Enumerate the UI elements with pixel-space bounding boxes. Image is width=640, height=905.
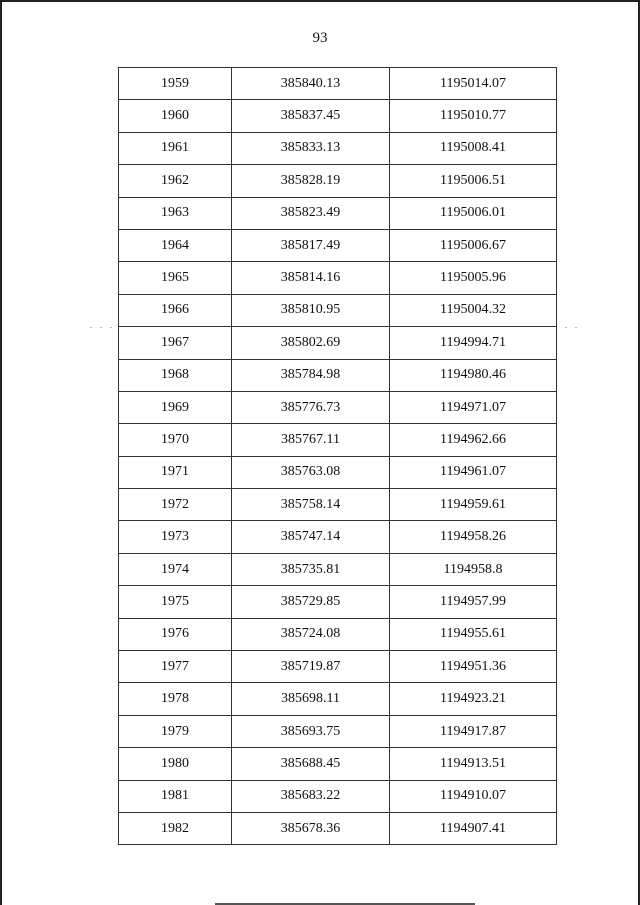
y-coordinate-cell: 1195014.07 bbox=[390, 68, 557, 100]
y-coordinate-cell: 1195005.96 bbox=[390, 262, 557, 294]
y-coordinate-cell: 1194955.61 bbox=[390, 618, 557, 650]
table-row bbox=[119, 100, 557, 132]
table-row bbox=[119, 521, 557, 553]
point-number-cell: 1965 bbox=[119, 262, 232, 294]
point-number-cell: 1971 bbox=[119, 456, 232, 488]
table-row bbox=[119, 262, 557, 294]
table-row bbox=[119, 683, 557, 715]
table-row bbox=[119, 132, 557, 164]
x-coordinate-cell: 385683.22 bbox=[232, 780, 390, 812]
scan-edge-top bbox=[0, 0, 640, 2]
point-number-cell: 1960 bbox=[119, 100, 232, 132]
point-number-cell: 1981 bbox=[119, 780, 232, 812]
x-coordinate-cell: 385823.49 bbox=[232, 197, 390, 229]
point-number-cell: 1969 bbox=[119, 391, 232, 423]
coordinate-table-body bbox=[119, 68, 557, 845]
x-coordinate-cell: 385747.14 bbox=[232, 521, 390, 553]
y-coordinate-cell: 1194962.66 bbox=[390, 424, 557, 456]
x-coordinate-cell: 385840.13 bbox=[232, 68, 390, 100]
x-coordinate-cell: 385837.45 bbox=[232, 100, 390, 132]
table-row bbox=[119, 618, 557, 650]
y-coordinate-cell: 1195006.51 bbox=[390, 165, 557, 197]
point-number-cell: 1975 bbox=[119, 586, 232, 618]
y-coordinate-cell: 1194959.61 bbox=[390, 489, 557, 521]
y-coordinate-cell: 1194980.46 bbox=[390, 359, 557, 391]
table-row bbox=[119, 391, 557, 423]
x-coordinate-cell: 385776.73 bbox=[232, 391, 390, 423]
y-coordinate-cell: 1194913.51 bbox=[390, 748, 557, 780]
y-coordinate-cell: 1194961.07 bbox=[390, 456, 557, 488]
table-row bbox=[119, 651, 557, 683]
table-row bbox=[119, 456, 557, 488]
point-number-cell: 1964 bbox=[119, 229, 232, 261]
y-coordinate-cell: 1194957.99 bbox=[390, 586, 557, 618]
point-number-cell: 1962 bbox=[119, 165, 232, 197]
table-row bbox=[119, 359, 557, 391]
y-coordinate-cell: 1194923.21 bbox=[390, 683, 557, 715]
point-number-cell: 1968 bbox=[119, 359, 232, 391]
y-coordinate-cell: 1194958.26 bbox=[390, 521, 557, 553]
y-coordinate-cell: 1194917.87 bbox=[390, 715, 557, 747]
point-number-cell: 1966 bbox=[119, 294, 232, 326]
table-row bbox=[119, 715, 557, 747]
x-coordinate-cell: 385814.16 bbox=[232, 262, 390, 294]
table-row bbox=[119, 197, 557, 229]
scan-speck bbox=[100, 327, 102, 328]
point-number-cell: 1970 bbox=[119, 424, 232, 456]
point-number-cell: 1967 bbox=[119, 327, 232, 359]
x-coordinate-cell: 385693.75 bbox=[232, 715, 390, 747]
x-coordinate-cell: 385729.85 bbox=[232, 586, 390, 618]
scan-speck bbox=[565, 327, 567, 328]
table-row bbox=[119, 780, 557, 812]
y-coordinate-cell: 1194951.36 bbox=[390, 651, 557, 683]
x-coordinate-cell: 385758.14 bbox=[232, 489, 390, 521]
scan-speck bbox=[90, 327, 92, 328]
table-row bbox=[119, 229, 557, 261]
table-row bbox=[119, 748, 557, 780]
x-coordinate-cell: 385719.87 bbox=[232, 651, 390, 683]
x-coordinate-cell: 385698.11 bbox=[232, 683, 390, 715]
table-row bbox=[119, 68, 557, 100]
x-coordinate-cell: 385828.19 bbox=[232, 165, 390, 197]
point-number-cell: 1973 bbox=[119, 521, 232, 553]
y-coordinate-cell: 1195008.41 bbox=[390, 132, 557, 164]
scan-speck bbox=[575, 327, 577, 328]
y-coordinate-cell: 1194958.8 bbox=[390, 553, 557, 585]
table-row bbox=[119, 294, 557, 326]
x-coordinate-cell: 385724.08 bbox=[232, 618, 390, 650]
table-row bbox=[119, 424, 557, 456]
point-number-cell: 1977 bbox=[119, 651, 232, 683]
scan-edge-left bbox=[0, 0, 2, 905]
table-row bbox=[119, 586, 557, 618]
y-coordinate-cell: 1195006.01 bbox=[390, 197, 557, 229]
x-coordinate-cell: 385810.95 bbox=[232, 294, 390, 326]
table-row bbox=[119, 553, 557, 585]
y-coordinate-cell: 1195004.32 bbox=[390, 294, 557, 326]
point-number-cell: 1976 bbox=[119, 618, 232, 650]
x-coordinate-cell: 385802.69 bbox=[232, 327, 390, 359]
table-row bbox=[119, 489, 557, 521]
point-number-cell: 1959 bbox=[119, 68, 232, 100]
point-number-cell: 1972 bbox=[119, 489, 232, 521]
point-number-cell: 1978 bbox=[119, 683, 232, 715]
y-coordinate-cell: 1194971.07 bbox=[390, 391, 557, 423]
x-coordinate-cell: 385833.13 bbox=[232, 132, 390, 164]
x-coordinate-cell: 385784.98 bbox=[232, 359, 390, 391]
table-row bbox=[119, 165, 557, 197]
point-number-cell: 1961 bbox=[119, 132, 232, 164]
page-number: 93 bbox=[312, 30, 328, 46]
point-number-cell: 1979 bbox=[119, 715, 232, 747]
y-coordinate-cell: 1194994.71 bbox=[390, 327, 557, 359]
y-coordinate-cell: 1195006.67 bbox=[390, 229, 557, 261]
point-number-cell: 1980 bbox=[119, 748, 232, 780]
coordinate-table bbox=[118, 67, 557, 845]
x-coordinate-cell: 385735.81 bbox=[232, 553, 390, 585]
y-coordinate-cell: 1194907.41 bbox=[390, 812, 557, 844]
scan-speck bbox=[110, 327, 112, 328]
x-coordinate-cell: 385678.36 bbox=[232, 812, 390, 844]
y-coordinate-cell: 1194910.07 bbox=[390, 780, 557, 812]
table-row bbox=[119, 327, 557, 359]
point-number-cell: 1963 bbox=[119, 197, 232, 229]
point-number-cell: 1982 bbox=[119, 812, 232, 844]
x-coordinate-cell: 385688.45 bbox=[232, 748, 390, 780]
x-coordinate-cell: 385763.08 bbox=[232, 456, 390, 488]
y-coordinate-cell: 1195010.77 bbox=[390, 100, 557, 132]
table-row bbox=[119, 812, 557, 844]
x-coordinate-cell: 385817.49 bbox=[232, 229, 390, 261]
x-coordinate-cell: 385767.11 bbox=[232, 424, 390, 456]
point-number-cell: 1974 bbox=[119, 553, 232, 585]
